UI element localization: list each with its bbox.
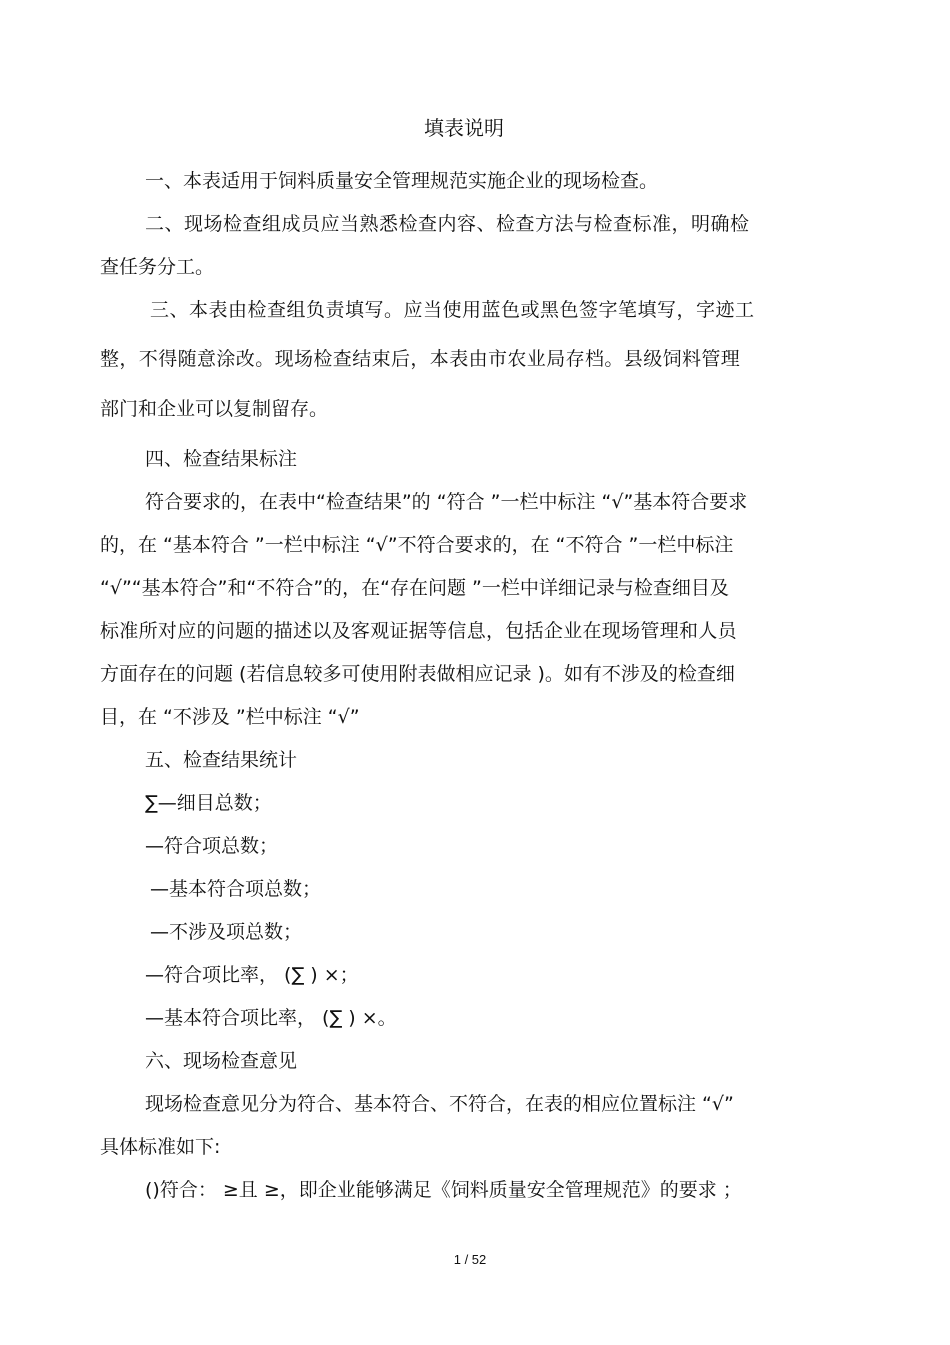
- para-marking-line-1: 符合要求的，在表中“检查结果”的 “符合 ”一栏中标注 “√”基本符合要求: [145, 491, 748, 513]
- para-filling-line-2: 整，不得随意涂改。现场检查结束后，本表由市农业局存档。县级饲料管理: [100, 348, 741, 370]
- para-marking-line-4: 标准所对应的问题的描述以及客观证据等信息，包括企业在现场管理和人员: [100, 620, 737, 642]
- para-scope: 一、本表适用于饲料质量安全管理规范实施企业的现场检查。: [145, 170, 659, 192]
- stat-basic-conforming-count: —基本符合项总数；: [150, 878, 322, 900]
- stat-not-applicable-count: —不涉及项总数；: [150, 921, 303, 943]
- para-marking-line-3: “√”“基本符合”和“不符合”的，在“存在问题 ”一栏中详细记录与检查细目及: [100, 577, 729, 599]
- stat-conforming-ratio: —符合项比率， (∑ ) ×；: [145, 964, 359, 986]
- para-opinion-line-1: 现场检查意见分为符合、基本符合、不符合，在表的相应位置标注 “√”: [145, 1093, 734, 1115]
- stat-basic-conforming-ratio: —基本符合项比率， (∑ ) ×。: [145, 1007, 397, 1029]
- page-number: 1 / 52: [453, 1252, 487, 1267]
- para-filling-line-3: 部门和企业可以复制留存。: [100, 398, 329, 420]
- stat-conforming-count: —符合项总数；: [145, 835, 279, 857]
- heading-result-marking: 四、检查结果标注: [145, 448, 298, 470]
- para-marking-line-2: 的，在 “基本符合 ”一栏中标注 “√”不符合要求的，在 “不符合 ”一栏中标注: [100, 534, 734, 556]
- heading-inspection-opinion: 六、现场检查意见: [145, 1050, 298, 1072]
- para-inspectors-line-2: 查任务分工。: [100, 256, 215, 278]
- stat-total-items: ∑—细目总数；: [145, 792, 272, 814]
- page-title: 填表说明: [424, 116, 504, 140]
- para-marking-line-6: 目，在 “不涉及 ”栏中标注 “√”: [100, 706, 360, 728]
- heading-result-statistics: 五、检查结果统计: [145, 749, 298, 771]
- para-inspectors-line-1: 二、现场检查组成员应当熟悉检查内容、检查方法与检查标准，明确检: [145, 213, 750, 235]
- para-marking-line-5: 方面存在的问题 (若信息较多可使用附表做相应记录 )。如有不涉及的检查细: [100, 663, 735, 685]
- criteria-conforming: ()符合： ≥且 ≥，即企业能够满足《饲料质量安全管理规范》的要求 ；: [145, 1179, 742, 1201]
- para-opinion-line-2: 具体标准如下:: [100, 1136, 221, 1158]
- para-filling-line-1: 三、本表由检查组负责填写。应当使用蓝色或黑色签字笔填写，字迹工: [150, 299, 755, 321]
